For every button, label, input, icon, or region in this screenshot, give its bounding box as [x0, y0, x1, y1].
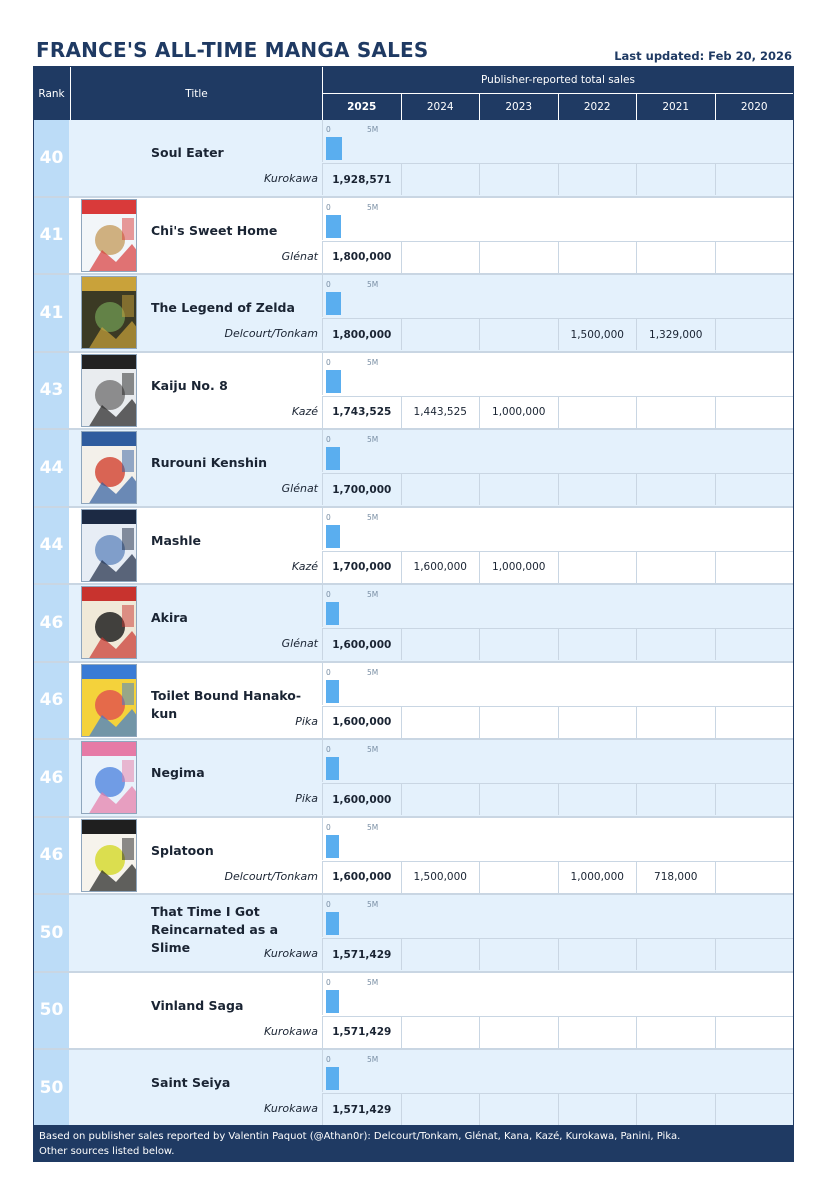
cover-image	[81, 586, 137, 659]
sales-cell-2023	[479, 783, 558, 815]
bar-tick-max: 5M	[367, 900, 379, 909]
sales-cell-2020	[715, 1016, 794, 1048]
sales-cell-2022	[558, 551, 637, 583]
manga-title: That Time I Got Reincarnated as a Slime	[151, 904, 279, 955]
bar-tick-min: 0	[326, 435, 331, 444]
bar-tick-min: 0	[326, 512, 331, 522]
rank-number: 46	[39, 612, 64, 633]
footer-line-2: Other sources listed below.	[39, 1146, 175, 1157]
bar-tick-min: 0	[326, 977, 331, 987]
rank-number: 41	[39, 302, 64, 323]
table-row	[34, 585, 793, 663]
last-updated: Last updated: Feb 20, 2026	[614, 49, 792, 63]
publisher-name: Pika	[295, 714, 318, 728]
sales-cell-2021	[636, 783, 715, 815]
sales-cell-2021	[636, 396, 715, 428]
rank-cell	[34, 275, 69, 351]
bar-tick-min: 0	[326, 900, 331, 909]
year-header-2024: 2024	[401, 94, 480, 120]
sales-cell-2024	[401, 1016, 480, 1048]
year-header-2021: 2021	[636, 94, 715, 120]
table-row	[34, 430, 793, 508]
sales-cell-2022	[558, 783, 637, 815]
sales-cell-2024	[401, 163, 480, 195]
publisher-name: Delcourt/Tonkam	[224, 327, 318, 340]
rank-number: 46	[39, 845, 64, 866]
publisher-name: Kurokawa	[264, 947, 318, 960]
sales-cell-2025: 1,600,000	[322, 628, 401, 660]
rank-number: 46	[39, 767, 64, 788]
sales-bar	[326, 835, 339, 858]
sales-bar-area	[322, 585, 793, 627]
sales-cell-2024	[401, 706, 480, 738]
manga-title: Kaiju No. 8	[151, 377, 228, 393]
sales-bar-area	[322, 508, 793, 550]
sales-cell-2020	[715, 318, 794, 350]
bar-tick-max: 5M	[367, 590, 379, 599]
manga-title: Toilet Bound Hanako-kun	[151, 687, 302, 721]
rank-number: 46	[39, 690, 64, 711]
sales-cell-2020	[715, 628, 794, 660]
publisher-name: Kurokawa	[264, 172, 318, 185]
sales-bar	[326, 137, 342, 160]
publisher-name: Kazé	[291, 559, 318, 573]
sales-bar-area	[322, 895, 793, 937]
sales-cell-2020	[715, 861, 794, 893]
rank-number: 50	[39, 1000, 64, 1021]
sales-cell-2023: 1,000,000	[479, 551, 558, 583]
rank-cell	[34, 120, 69, 196]
sales-cell-2020	[715, 163, 794, 195]
bar-tick-min: 0	[326, 822, 331, 832]
rank-number: 43	[39, 380, 64, 401]
table-row	[34, 198, 793, 276]
sales-bar-area	[322, 740, 793, 782]
rank-cell	[34, 973, 69, 1049]
sales-cell-2025: 1,600,000	[322, 706, 401, 738]
cover-image	[81, 354, 137, 427]
sales-cell-2023: 1,000,000	[479, 396, 558, 428]
bar-tick-max: 5M	[367, 822, 379, 832]
rank-cell	[34, 198, 69, 274]
bar-tick-max: 5M	[367, 977, 379, 987]
table-row	[34, 1050, 793, 1128]
sales-cell-2020	[715, 706, 794, 738]
sales-cell-2023	[479, 163, 558, 195]
cover-image	[81, 431, 137, 504]
rank-header: Rank	[38, 87, 65, 100]
rank-cell	[34, 508, 69, 584]
sales-cell-2020	[715, 938, 794, 970]
sales-cell-2024: 1,600,000	[401, 551, 480, 583]
rank-number: 44	[39, 457, 64, 478]
sales-cell-2023	[479, 1016, 558, 1048]
sales-cell-2022	[558, 241, 637, 273]
rank-number: 40	[39, 147, 64, 168]
sales-cell-2021	[636, 628, 715, 660]
sales-bar	[326, 912, 339, 935]
sales-bar	[326, 215, 341, 238]
year-header-2025: 2025	[322, 94, 401, 120]
bar-tick-max: 5M	[367, 667, 379, 677]
table-row	[34, 275, 793, 353]
rank-number: 50	[39, 1077, 64, 1098]
rank-cell	[34, 430, 69, 506]
sales-cell-2025: 1,928,571	[322, 163, 401, 195]
sales-cell-2023	[479, 318, 558, 350]
table-header	[34, 67, 793, 120]
sales-bar	[326, 990, 339, 1013]
manga-title: Chi's Sweet Home	[151, 222, 278, 238]
bar-tick-min: 0	[326, 280, 331, 289]
sales-cell-2022	[558, 473, 637, 505]
sales-cell-2024	[401, 628, 480, 660]
sales-cell-2024: 1,500,000	[401, 861, 480, 893]
sales-bar	[326, 602, 339, 625]
sales-cell-2022: 1,000,000	[558, 861, 637, 893]
sales-bar-area	[322, 120, 793, 162]
sales-cell-2021	[636, 241, 715, 273]
sales-cell-2025: 1,600,000	[322, 861, 401, 893]
rank-number: 50	[39, 922, 64, 943]
bar-tick-max: 5M	[367, 745, 379, 754]
page-title: FRANCE'S ALL-TIME MANGA SALES	[36, 38, 429, 62]
sales-cell-2025: 1,700,000	[322, 473, 401, 505]
sales-cell-2024	[401, 473, 480, 505]
bar-tick-min: 0	[326, 202, 331, 212]
title-header: Title	[70, 67, 322, 120]
sales-cell-2023	[479, 241, 558, 273]
sales-cell-2022	[558, 396, 637, 428]
year-header-2022: 2022	[558, 94, 637, 120]
bar-tick-max: 5M	[367, 1055, 379, 1064]
sales-cell-2021: 718,000	[636, 861, 715, 893]
sales-bar-area	[322, 818, 793, 860]
publisher-name: Pika	[295, 792, 318, 805]
bar-tick-max: 5M	[367, 435, 379, 444]
cover-image	[81, 509, 137, 582]
bar-tick-min: 0	[326, 745, 331, 754]
bar-tick-max: 5M	[367, 357, 379, 367]
rank-number: 44	[39, 535, 64, 556]
table-row	[34, 508, 793, 586]
sales-cell-2021	[636, 1093, 715, 1125]
sales-cell-2025: 1,800,000	[322, 241, 401, 273]
publisher-name: Delcourt/Tonkam	[224, 869, 318, 883]
sales-cell-2023	[479, 473, 558, 505]
sales-cell-2024	[401, 318, 480, 350]
sales-table	[33, 66, 794, 1162]
sales-cell-2022: 1,500,000	[558, 318, 637, 350]
sales-bar	[326, 1067, 339, 1090]
sales-cell-2020	[715, 1093, 794, 1125]
sales-cell-2021	[636, 163, 715, 195]
sales-cell-2024	[401, 938, 480, 970]
cover-image	[81, 819, 137, 892]
sales-bar-area	[322, 1050, 793, 1092]
sales-cell-2022	[558, 628, 637, 660]
bar-tick-max: 5M	[367, 202, 379, 212]
sales-cell-2022	[558, 163, 637, 195]
sales-bar-area	[322, 353, 793, 395]
sales-bar	[326, 447, 340, 470]
rank-cell	[34, 740, 69, 816]
sales-cell-2022	[558, 1093, 637, 1125]
sales-cell-2023	[479, 861, 558, 893]
publisher-name: Kurokawa	[264, 1024, 318, 1038]
bar-tick-min: 0	[326, 590, 331, 599]
sales-bar-area	[322, 973, 793, 1015]
year-header-2020: 2020	[715, 94, 794, 120]
sales-bar-area	[322, 198, 793, 240]
manga-title: Akira	[151, 610, 188, 625]
sales-cell-2025: 1,800,000	[322, 318, 401, 350]
sales-cell-2025: 1,571,429	[322, 938, 401, 970]
bar-tick-max: 5M	[367, 280, 379, 289]
manga-title: Splatoon	[151, 842, 214, 858]
sales-bar-area	[322, 275, 793, 317]
sales-cell-2025: 1,743,525	[322, 396, 401, 428]
cover-image	[81, 741, 137, 814]
sales-bar	[326, 370, 341, 393]
manga-title: Vinland Saga	[151, 997, 244, 1013]
sales-cell-2023	[479, 706, 558, 738]
rank-cell	[34, 663, 69, 739]
sales-cell-2024	[401, 783, 480, 815]
sales-cell-2024	[401, 241, 480, 273]
sales-cell-2023	[479, 938, 558, 970]
sales-cell-2021	[636, 706, 715, 738]
footer-note	[34, 1125, 793, 1162]
table-row	[34, 895, 793, 973]
sales-cell-2021	[636, 1016, 715, 1048]
footer-line-1: Based on publisher sales reported by Valentin Paquot (@Athan0r): Delcourt/Tonkam, Glénat, Kana, Kazé, Kurokawa, Panini, Pika.	[39, 1131, 681, 1142]
sales-cell-2020	[715, 396, 794, 428]
bar-tick-max: 5M	[367, 512, 379, 522]
sales-bar-area	[322, 430, 793, 472]
rank-cell	[34, 895, 69, 971]
sales-cell-2020	[715, 241, 794, 273]
manga-title: Soul Eater	[151, 145, 224, 160]
sales-bar	[326, 680, 339, 703]
sales-cell-2025: 1,571,429	[322, 1093, 401, 1125]
cover-image	[81, 276, 137, 349]
table-row	[34, 973, 793, 1051]
sales-cell-2022	[558, 1016, 637, 1048]
sales-bar	[326, 757, 339, 780]
manga-title: Negima	[151, 765, 205, 780]
rank-cell	[34, 1050, 69, 1126]
rank-cell	[34, 818, 69, 894]
table-row	[34, 740, 793, 818]
manga-title: Mashle	[151, 532, 201, 548]
sales-cell-2025: 1,600,000	[322, 783, 401, 815]
sales-cell-2020	[715, 473, 794, 505]
table-row	[34, 818, 793, 896]
sales-cell-2021	[636, 938, 715, 970]
sales-bar	[326, 292, 341, 315]
sales-cell-2024: 1,443,525	[401, 396, 480, 428]
table-row	[34, 353, 793, 431]
sales-bar	[326, 525, 340, 548]
sales-cell-2021	[636, 551, 715, 583]
sales-cell-2023	[479, 1093, 558, 1125]
bar-tick-min: 0	[326, 357, 331, 367]
rank-cell	[34, 353, 69, 429]
bar-tick-min: 0	[326, 1055, 331, 1064]
bar-tick-max: 5M	[367, 125, 379, 134]
publisher-name: Glénat	[281, 637, 318, 650]
sales-cell-2020	[715, 783, 794, 815]
sales-cell-2021	[636, 473, 715, 505]
table-row	[34, 120, 793, 198]
sales-cell-2024	[401, 1093, 480, 1125]
publisher-name: Kurokawa	[264, 1102, 318, 1115]
sales-group-header: Publisher-reported total sales	[322, 67, 793, 94]
sales-cell-2020	[715, 551, 794, 583]
sales-bar-area	[322, 663, 793, 705]
cover-image	[81, 664, 137, 737]
sales-cell-2022	[558, 706, 637, 738]
rank-number: 41	[39, 225, 64, 246]
year-header-2023: 2023	[479, 94, 558, 120]
publisher-name: Kazé	[291, 404, 318, 418]
sales-cell-2023	[479, 628, 558, 660]
cover-image	[81, 199, 137, 272]
bar-tick-min: 0	[326, 125, 331, 134]
rank-cell	[34, 585, 69, 661]
manga-title: The Legend of Zelda	[151, 300, 295, 315]
sales-cell-2025: 1,700,000	[322, 551, 401, 583]
sales-cell-2025: 1,571,429	[322, 1016, 401, 1048]
table-row	[34, 663, 793, 741]
manga-title: Saint Seiya	[151, 1075, 231, 1090]
sales-cell-2022	[558, 938, 637, 970]
sales-cell-2021: 1,329,000	[636, 318, 715, 350]
bar-tick-min: 0	[326, 667, 331, 677]
publisher-name: Glénat	[281, 249, 318, 263]
publisher-name: Glénat	[281, 482, 318, 495]
manga-title: Rurouni Kenshin	[151, 455, 268, 470]
